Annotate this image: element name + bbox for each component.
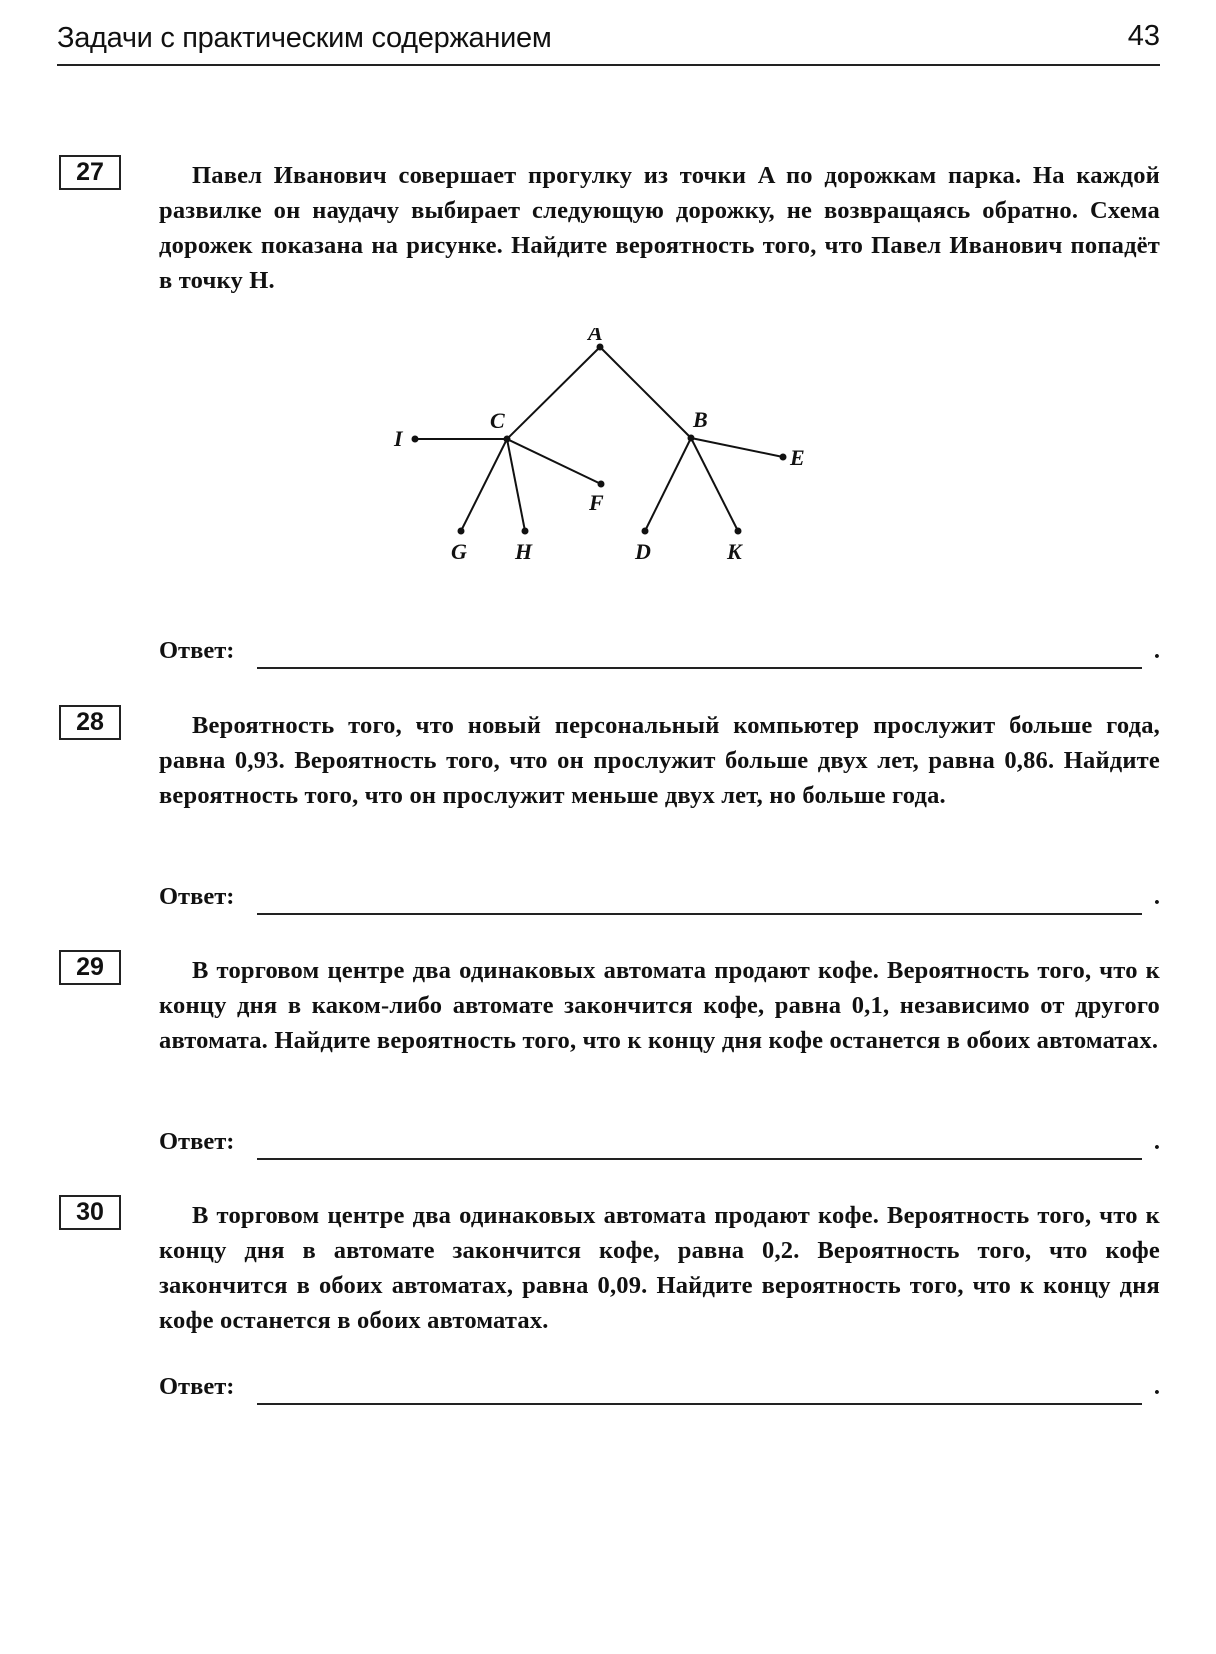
section-title: Задачи с практическим содержанием	[57, 22, 552, 54]
node-F-label: F	[589, 490, 604, 515]
node-F-dot	[598, 481, 605, 488]
answer-label-28: Ответ:	[159, 883, 235, 910]
paths-tree-svg	[390, 328, 870, 598]
task-number-30: 30	[59, 1195, 121, 1230]
node-D-label: D	[635, 539, 651, 564]
task-text-28	[159, 708, 1160, 813]
answer-dot-30: .	[1153, 1373, 1160, 1400]
task-text-30	[159, 1198, 1160, 1338]
task-text-27	[159, 158, 1160, 298]
task-text-28-body: Вероятность того, что новый персональный компьютер прослужит больше года, равна 0,93. Вероятность того, что он прослужит больше двух лет, равна 0,86. Найдите вероятность того, что он прослужит меньше двух лет, но больше года.	[159, 712, 1160, 809]
answer-label-27: Ответ:	[159, 637, 235, 664]
node-H-dot	[522, 528, 529, 535]
answer-field-27[interactable]	[257, 667, 1142, 669]
answer-label-30: Ответ:	[159, 1373, 235, 1400]
edge-A-C	[507, 347, 600, 439]
task-number-29: 29	[59, 950, 121, 985]
task-text-29	[159, 953, 1160, 1058]
park-paths-diagram	[390, 328, 870, 598]
edge-B-K	[691, 438, 738, 531]
edge-C-G	[461, 439, 507, 531]
task-number-27: 27	[59, 155, 121, 190]
node-A-label: A	[588, 328, 603, 345]
node-C-label: C	[490, 408, 505, 433]
task-text-30-body: В торговом центре два одинаковых автомата продают кофе. Вероятность того, что к концу дня в автомате закончится кофе, равна 0,2. Вероятность того, что кофе закончится в обоих автоматах, равна 0,09. Найдите вероятность того, что к концу дня кофе останется в обоих автоматах.	[159, 1202, 1160, 1334]
task-number-28: 28	[59, 705, 121, 740]
edge-C-H	[507, 439, 525, 531]
answer-dot-29: .	[1153, 1128, 1160, 1155]
edge-B-E	[691, 438, 783, 457]
node-C-dot	[504, 436, 511, 443]
node-G-label: G	[451, 539, 467, 564]
answer-field-29[interactable]	[257, 1158, 1142, 1160]
node-E-label: E	[790, 445, 805, 470]
node-D-dot	[642, 528, 649, 535]
answer-row-27	[159, 637, 1160, 671]
node-E-dot	[780, 454, 787, 461]
answer-row-29	[159, 1128, 1160, 1162]
task-text-27-body: Павел Иванович совершает прогулку из точки A по дорожкам парка. На каждой развилке он наудачу выбирает следующую дорожку, не возвращаясь обратно. Схема дорожек показана на рисунке. Найдите вероятность того, что Павел Иванович попадёт в точку H.	[159, 162, 1160, 294]
answer-dot-28: .	[1153, 883, 1160, 910]
node-H-label: H	[515, 539, 533, 564]
answer-label-29: Ответ:	[159, 1128, 235, 1155]
answer-dot-27: .	[1153, 637, 1160, 664]
edge-B-D	[645, 438, 691, 531]
answer-field-28[interactable]	[257, 913, 1142, 915]
node-G-dot	[458, 528, 465, 535]
answer-row-30	[159, 1373, 1160, 1407]
answer-field-30[interactable]	[257, 1403, 1142, 1405]
edge-A-B	[600, 347, 691, 438]
node-B-label: B	[693, 407, 708, 432]
node-K-dot	[735, 528, 742, 535]
page-number: 43	[1127, 20, 1160, 52]
node-B-dot	[688, 435, 695, 442]
edge-C-F	[507, 439, 601, 484]
node-I-dot	[412, 436, 419, 443]
page-header	[57, 18, 1160, 66]
node-K-label: K	[727, 539, 742, 564]
answer-row-28	[159, 883, 1160, 917]
task-text-29-body: В торговом центре два одинаковых автомата продают кофе. Вероятность того, что к концу дня в каком-либо автомате закончится кофе, равна 0,1, независимо от другого автомата. Найдите вероятность того, что к концу дня кофе останется в обоих автоматах.	[159, 957, 1160, 1054]
node-I-label: I	[394, 426, 403, 451]
